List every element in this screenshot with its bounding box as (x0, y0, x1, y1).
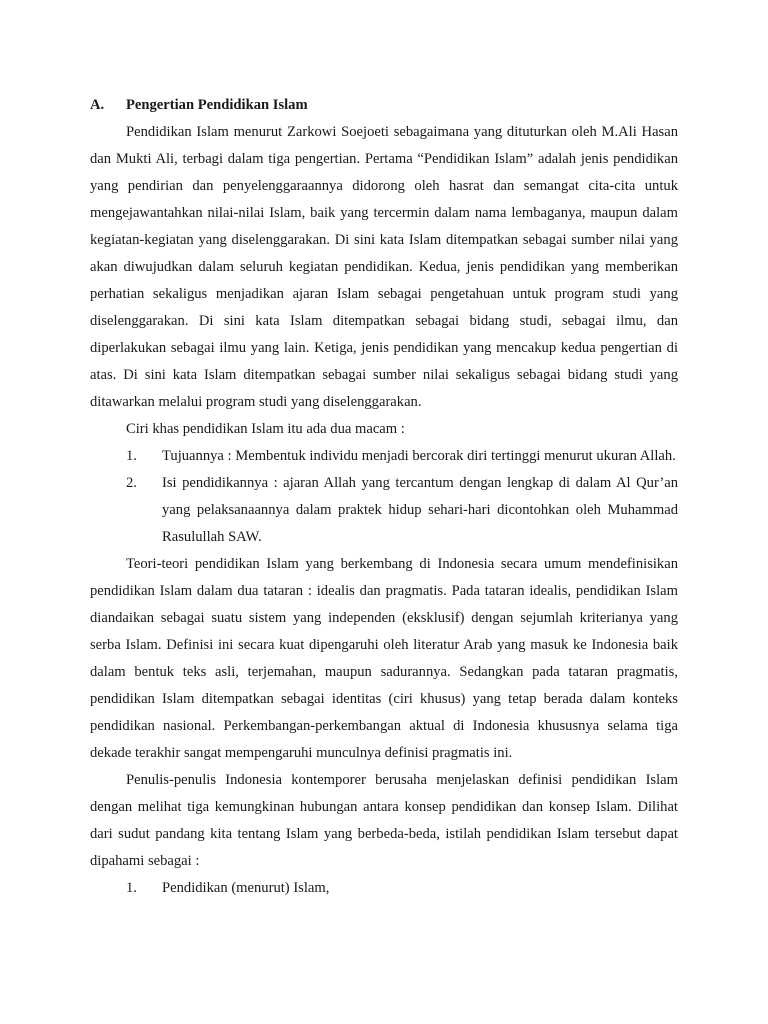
list-item-number: 1. (126, 880, 137, 896)
paragraph-ciri-intro: Ciri khas pendidikan Islam itu ada dua macam : (126, 421, 405, 437)
section-heading (90, 92, 678, 119)
list-item-text: Tujuannya : Membentuk individu menjadi bercorak diri tertinggi menurut ukuran Allah. (162, 448, 676, 464)
document-page (90, 92, 678, 902)
paragraph-teori: Teori-teori pendidikan Islam yang berkembang di Indonesia secara umum mendefinisikan pendidikan Islam dalam dua tataran : idealis dan pragmatis. Pada tataran idealis, pendidikan Islam diandaikan sebagai suatu sistem yang independen (eksklusif) dengan sejumlah kriterianya yang serba Islam. Definisi ini secara kuat dipengaruhi oleh literatur Arab yang masuk ke Indonesia baik dalam bentuk teks asli, terjemahan, maupun sadurannya. Sedangkan pada tataran pragmatis, pendidikan Islam ditempatkan sebagai identitas (ciri khusus) yang tetap berada dalam konteks pendidikan nasional. Perkembangan-perkembangan aktual di Indonesia khususnya selama tiga dekade terakhir sangat mempengaruhi munculnya definisi pragmatis ini. (90, 556, 678, 761)
paragraph-penulis: Penulis-penulis Indonesia kontemporer berusaha menjelaskan definisi pendidikan Islam dengan melihat tiga kemungkinan hubungan antara konsep pendidikan dan konsep Islam. Dilihat dari sudut pandang kita tentang Islam yang berbeda-beda, istilah pendidikan Islam tersebut dapat dipahami sebagai : (90, 772, 678, 869)
list-item-text: Isi pendidikannya : ajaran Allah yang tercantum dengan lengkap di dalam Al Qur’an yang pelaksanaannya dalam praktek hidup sehari-hari dicontohkan oleh Muhammad Rasulullah SAW. (162, 475, 678, 545)
list-item (90, 470, 678, 551)
paragraph-definition: Pendidikan Islam menurut Zarkowi Soejoeti sebagaimana yang dituturkan oleh M.Ali Hasan dan Mukti Ali, terbagi dalam tiga pengertian. Pertama “Pendidikan Islam” adalah jenis pendidikan yang pendirian dan penyelenggaraannya didorong oleh hasrat dan semangat cita-cita untuk mengejawantahkan nilai-nilai Islam, baik yang tercermin dalam nama lembaganya, maupun dalam kegiatan-kegiatan yang diselenggarakan. Di sini kata Islam ditempatkan sebagai sumber nilai yang akan diwujudkan dalam seluruh kegiatan pendidikan. Kedua, jenis pendidikan yang memberikan perhatian sekaligus menjadikan ajaran Islam sebagai pengetahuan untuk program studi yang diselenggarakan. Di sini kata Islam ditempatkan sebagai bidang studi, sebagai ilmu, dan diperlakukan sebagai ilmu yang lain. Ketiga, jenis pendidikan yang mencakup kedua pengertian di atas. Di sini kata Islam ditempatkan sebagai sumber nilai sekaligus sebagai bidang studi yang ditawarkan melalui program studi yang diselenggarakan. (90, 124, 678, 410)
pemahaman-list (90, 875, 678, 902)
list-item (90, 443, 678, 470)
ciri-list (90, 443, 678, 551)
section-title: Pengertian Pendidikan Islam (126, 97, 308, 113)
list-item-number: 1. (126, 448, 137, 464)
section-number: A. (90, 97, 105, 113)
list-item-text: Pendidikan (menurut) Islam, (162, 880, 330, 896)
list-item (90, 875, 678, 902)
list-item-number: 2. (126, 475, 137, 491)
